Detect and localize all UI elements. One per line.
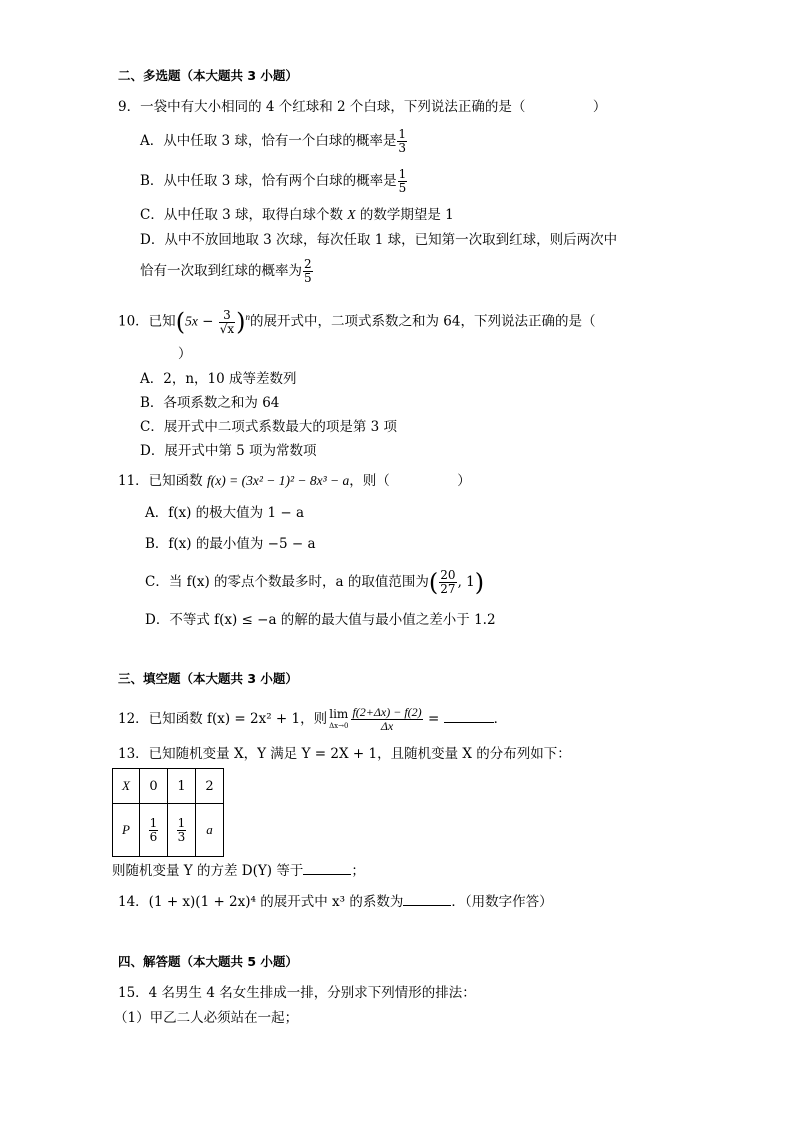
distribution-table bbox=[112, 768, 224, 857]
question-14-stem: 14．(1 + x)(1 + 2x)⁴ 的展开式中 x³ 的系数为 ．（用数字作答） bbox=[118, 894, 553, 910]
question-10-option-b: B．各项系数之和为 64 bbox=[140, 395, 280, 411]
table-cell: 0 bbox=[140, 769, 168, 804]
question-10-close-paren: ） bbox=[178, 346, 192, 362]
table-row bbox=[113, 804, 224, 857]
answer-blank[interactable] bbox=[403, 905, 451, 906]
question-15-stem: 15．4 名男生 4 名女生排成一排，分别求下列情形的排法： bbox=[118, 985, 476, 1001]
section-heading-fill-in: 三、填空题（本大题共 3 小题） bbox=[118, 671, 298, 686]
table-cell: X bbox=[113, 769, 140, 804]
fraction: $\frac{f(2+\Delta x) - f(2)}{\Delta x}$ bbox=[352, 705, 422, 733]
table-cell: P bbox=[113, 804, 140, 857]
table-cell: 1 bbox=[168, 769, 196, 804]
answer-blank[interactable] bbox=[303, 874, 351, 875]
question-9-option-c: C．从中任取 3 球，取得白球个数 X 的数学期望是 1 bbox=[140, 207, 454, 223]
question-9-option-d-line1: D．从中不放回地取 3 次球，每次任取 1 球，已知第一次取到红球，则后两次中 bbox=[140, 232, 618, 248]
question-10-option-c: C．展开式中二项式系数最大的项是第 3 项 bbox=[140, 419, 398, 435]
section-heading-multiple-choice: 二、多选题（本大题共 3 小题） bbox=[118, 68, 298, 83]
question-10-option-d: D．展开式中第 5 项为常数项 bbox=[140, 443, 317, 459]
table-cell bbox=[168, 804, 196, 857]
question-15-part-1: （1）甲乙二人必须站在一起； bbox=[114, 1010, 299, 1026]
fraction: $\frac{20}{27}$ bbox=[440, 568, 456, 596]
question-10-option-a: A．2，n，10 成等差数列 bbox=[140, 371, 297, 387]
question-11-option-d: D．不等式 f(x) ≤ −a 的解的最大值与最小值之差小于 1.2 bbox=[145, 612, 496, 628]
section-heading-answer: 四、解答题（本大题共 5 小题） bbox=[118, 954, 298, 969]
table-cell: 2 bbox=[196, 769, 224, 804]
question-12-stem: 12．已知函数 f(x) = 2x² + 1，则 lim Δx→0 $\frac{f(2+\Delta x) - f(2)}{\Delta x}$ = ． bbox=[118, 705, 508, 733]
table-cell: a bbox=[196, 804, 224, 857]
table-row bbox=[113, 769, 224, 804]
question-11-option-c: C．当 f(x) 的零点个数最多时，a 的取值范围为( $\frac{20}{27}$ , 1) bbox=[145, 568, 485, 597]
question-11-option-a: A．f(x) 的极大值为 1 − a bbox=[145, 505, 305, 521]
fraction: $\frac{1}{3}$ bbox=[177, 815, 186, 844]
limit-operator: lim Δx→0 bbox=[329, 706, 349, 730]
question-10-stem: 10．已知(5x − $\frac{3}{√x}$ )$^n$的展开式中，二项式系数之和为 64，下列说法正确的是（ bbox=[118, 307, 596, 336]
question-9-option-a: A．从中任取 3 球，恰有一个白球的概率是 $\frac{1}{3}$ bbox=[140, 127, 407, 155]
question-9-option-d-line2: 恰有一次取到红球的概率为 $\frac{2}{5}$ bbox=[140, 257, 312, 285]
question-13-answer-line: 则随机变量 Y 的方差 D(Y) 等于 ； bbox=[112, 863, 365, 879]
answer-blank[interactable] bbox=[444, 722, 494, 723]
fraction: $\frac{1}{5}$ bbox=[398, 167, 407, 195]
question-9-option-b: B．从中任取 3 球，恰有两个白球的概率是 $\frac{1}{5}$ bbox=[140, 167, 407, 195]
fraction: $\frac{1}{3}$ bbox=[398, 127, 407, 155]
question-11-stem: 11．已知函数 f(x) = (3x² − 1)² − 8x³ − a，则（ ） bbox=[118, 473, 471, 489]
fraction: $\frac{2}{5}$ bbox=[304, 257, 312, 285]
question-9-stem: 9．一袋中有大小相同的 4 个红球和 2 个白球，下列说法正确的是（ ） bbox=[118, 99, 607, 115]
fraction: $\frac{3}{√x}$ bbox=[219, 307, 235, 336]
fraction: $\frac{1}{6}$ bbox=[149, 815, 158, 844]
table-cell bbox=[140, 804, 168, 857]
question-13-stem: 13．已知随机变量 X，Y 满足 Y = 2X + 1，且随机变量 X 的分布列如下： bbox=[118, 746, 571, 762]
question-11-option-b: B．f(x) 的最小值为 −5 − a bbox=[145, 536, 316, 552]
